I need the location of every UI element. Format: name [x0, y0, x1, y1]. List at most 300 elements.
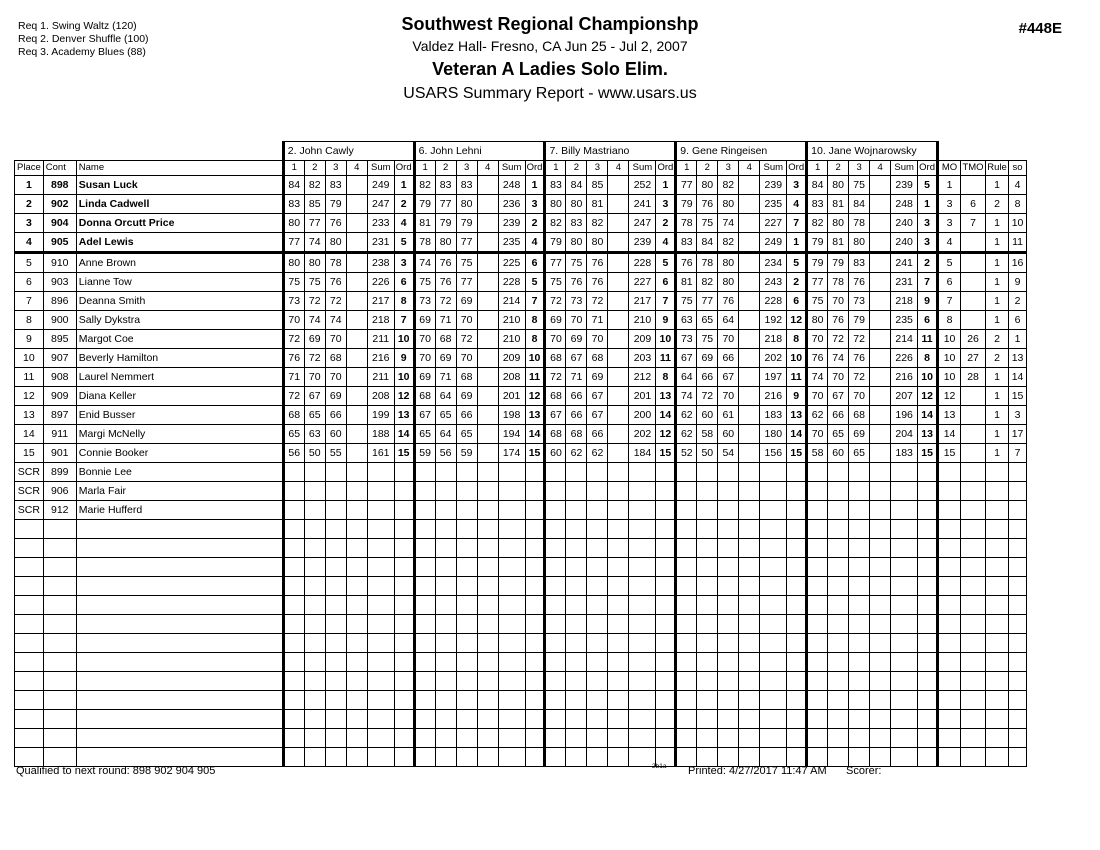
empty-row: [15, 672, 1027, 691]
score-cell: 80: [849, 233, 870, 253]
score-cell: [739, 672, 760, 691]
ord-cell: 9: [394, 349, 414, 368]
score-cell: [477, 539, 498, 558]
result-row: [15, 482, 1027, 501]
score-cell: 60: [828, 444, 849, 463]
header-ord: Ord: [394, 161, 414, 176]
ord-cell: 9: [918, 292, 938, 311]
score-cell: 77: [435, 195, 456, 214]
sum-cell: 228: [498, 273, 525, 292]
place-cell: 4: [15, 233, 44, 253]
score-cell: [849, 729, 870, 748]
score-cell: [545, 615, 566, 634]
place-cell: [15, 653, 44, 672]
sum-cell: [760, 748, 787, 767]
score-cell: [477, 558, 498, 577]
score-cell: 65: [828, 425, 849, 444]
score-cell: [828, 710, 849, 729]
empty-row: [15, 596, 1027, 615]
ord-cell: 13: [656, 387, 676, 406]
header-1: 1: [283, 161, 304, 176]
sum-cell: [367, 501, 394, 520]
score-cell: 80: [545, 195, 566, 214]
score-cell: 50: [304, 444, 325, 463]
score-cell: 70: [325, 330, 346, 349]
place-cell: 13: [15, 406, 44, 425]
score-cell: [414, 539, 435, 558]
cont-cell: 898: [43, 176, 76, 195]
score-cell: 69: [325, 387, 346, 406]
sum-cell: [498, 748, 525, 767]
cont-cell: [43, 558, 76, 577]
name-cell: [76, 672, 283, 691]
sum-cell: 240: [891, 233, 918, 253]
score-cell: 78: [414, 233, 435, 253]
sum-cell: [891, 691, 918, 710]
sum-cell: [629, 615, 656, 634]
sum-cell: [760, 729, 787, 748]
sum-cell: 226: [367, 273, 394, 292]
sum-cell: [760, 577, 787, 596]
score-cell: 60: [697, 406, 718, 425]
ord-cell: [525, 710, 545, 729]
tmo-cell: 26: [961, 330, 986, 349]
score-cell: [608, 596, 629, 615]
score-cell: [739, 710, 760, 729]
mo-cell: 4: [938, 233, 961, 253]
ord-cell: 12: [656, 425, 676, 444]
score-cell: [456, 501, 477, 520]
result-row: [15, 349, 1027, 368]
ord-cell: [787, 710, 807, 729]
sum-cell: [367, 558, 394, 577]
score-cell: [346, 273, 367, 292]
score-cell: 79: [456, 214, 477, 233]
score-cell: [283, 520, 304, 539]
score-cell: 59: [414, 444, 435, 463]
sum-cell: 210: [498, 311, 525, 330]
score-cell: 70: [414, 349, 435, 368]
score-cell: [676, 463, 697, 482]
score-cell: [739, 233, 760, 253]
score-cell: [828, 653, 849, 672]
tmo-cell: [961, 577, 986, 596]
score-cell: [587, 691, 608, 710]
score-cell: [608, 406, 629, 425]
header-4: 4: [477, 161, 498, 176]
ord-cell: [394, 748, 414, 767]
rule-cell: 1: [986, 253, 1009, 273]
sum-cell: 240: [891, 214, 918, 233]
score-cell: [414, 558, 435, 577]
score-cell: 64: [718, 311, 739, 330]
score-cell: [346, 501, 367, 520]
score-cell: [435, 463, 456, 482]
header-2: 2: [304, 161, 325, 176]
ord-cell: 7: [525, 292, 545, 311]
ord-cell: 11: [656, 349, 676, 368]
ord-cell: 5: [918, 176, 938, 195]
score-cell: [456, 710, 477, 729]
score-cell: [545, 748, 566, 767]
score-cell: [718, 501, 739, 520]
score-cell: 70: [304, 368, 325, 387]
score-cell: [304, 482, 325, 501]
score-cell: 71: [587, 311, 608, 330]
score-cell: [346, 482, 367, 501]
ord-cell: [918, 653, 938, 672]
score-cell: 58: [697, 425, 718, 444]
score-cell: [739, 273, 760, 292]
cont-cell: 902: [43, 195, 76, 214]
name-cell: Marla Fair: [76, 482, 283, 501]
score-cell: 71: [283, 368, 304, 387]
score-cell: [739, 729, 760, 748]
score-cell: [346, 195, 367, 214]
score-cell: [545, 710, 566, 729]
score-cell: [849, 596, 870, 615]
mo-cell: [938, 539, 961, 558]
result-row: [15, 195, 1027, 214]
judge-name: 10. Jane Wojnarowsky: [807, 142, 938, 161]
cont-cell: 896: [43, 292, 76, 311]
sum-cell: [367, 710, 394, 729]
score-cell: [739, 748, 760, 767]
score-cell: 76: [676, 253, 697, 273]
score-cell: [414, 729, 435, 748]
score-cell: [587, 558, 608, 577]
tmo-cell: [961, 444, 986, 463]
sum-cell: 208: [367, 387, 394, 406]
cont-cell: 905: [43, 233, 76, 253]
score-cell: 79: [545, 233, 566, 253]
ord-cell: [787, 615, 807, 634]
score-cell: [435, 691, 456, 710]
ord-cell: [394, 520, 414, 539]
spacer-left: [15, 142, 284, 161]
score-cell: [456, 539, 477, 558]
score-cell: [608, 425, 629, 444]
score-cell: [545, 729, 566, 748]
so-cell: [1009, 501, 1027, 520]
rule-cell: 2: [986, 195, 1009, 214]
score-cell: [697, 615, 718, 634]
score-cell: [325, 729, 346, 748]
score-cell: [566, 596, 587, 615]
score-cell: [697, 482, 718, 501]
score-cell: [414, 748, 435, 767]
score-cell: 74: [828, 349, 849, 368]
place-cell: 7: [15, 292, 44, 311]
sum-cell: 231: [367, 233, 394, 253]
ord-cell: [656, 558, 676, 577]
score-cell: [828, 463, 849, 482]
score-cell: [283, 672, 304, 691]
score-cell: [587, 672, 608, 691]
score-cell: [870, 596, 891, 615]
empty-row: [15, 577, 1027, 596]
score-cell: [283, 482, 304, 501]
name-cell: Lianne Tow: [76, 273, 283, 292]
event-title: Veteran A Ladies Solo Elim.: [432, 59, 668, 79]
so-cell: [1009, 482, 1027, 501]
score-cell: 76: [587, 253, 608, 273]
score-cell: [414, 672, 435, 691]
score-cell: [739, 691, 760, 710]
sum-cell: 183: [760, 406, 787, 425]
score-cell: [456, 691, 477, 710]
header-ord: Ord: [525, 161, 545, 176]
sum-cell: [367, 539, 394, 558]
ord-cell: 10: [394, 368, 414, 387]
score-cell: 71: [566, 368, 587, 387]
header-4: 4: [346, 161, 367, 176]
place-cell: 2: [15, 195, 44, 214]
place-cell: SCR: [15, 501, 44, 520]
score-cell: [676, 520, 697, 539]
so-cell: [1009, 748, 1027, 767]
score-cell: 69: [456, 292, 477, 311]
score-cell: [325, 710, 346, 729]
ord-cell: [918, 577, 938, 596]
score-cell: [849, 748, 870, 767]
sum-cell: 227: [629, 273, 656, 292]
name-cell: Beverly Hamilton: [76, 349, 283, 368]
sum-cell: 239: [891, 176, 918, 195]
score-cell: [718, 482, 739, 501]
score-cell: [697, 463, 718, 482]
score-cell: [304, 558, 325, 577]
sum-cell: 217: [367, 292, 394, 311]
rule-cell: [986, 577, 1009, 596]
result-row: [15, 406, 1027, 425]
score-cell: [346, 253, 367, 273]
sum-cell: 233: [367, 214, 394, 233]
sum-cell: [367, 653, 394, 672]
judges-header-row: [15, 142, 1027, 161]
score-cell: 56: [435, 444, 456, 463]
score-cell: 72: [304, 292, 325, 311]
ord-cell: [918, 539, 938, 558]
empty-row: [15, 615, 1027, 634]
ord-cell: 3: [787, 176, 807, 195]
score-cell: 75: [807, 292, 828, 311]
score-cell: [566, 520, 587, 539]
score-cell: [697, 596, 718, 615]
score-cell: 82: [718, 233, 739, 253]
score-cell: [566, 691, 587, 710]
score-cell: [346, 672, 367, 691]
sum-cell: 214: [498, 292, 525, 311]
mo-cell: 10: [938, 330, 961, 349]
ord-cell: 7: [656, 292, 676, 311]
score-cell: [304, 691, 325, 710]
score-cell: 82: [304, 176, 325, 195]
ord-cell: 12: [918, 387, 938, 406]
so-cell: 16: [1009, 253, 1027, 273]
so-cell: 13: [1009, 349, 1027, 368]
score-cell: [697, 558, 718, 577]
score-cell: 79: [807, 233, 828, 253]
score-cell: 84: [566, 176, 587, 195]
sum-cell: 201: [498, 387, 525, 406]
mo-cell: [938, 653, 961, 672]
so-cell: 17: [1009, 425, 1027, 444]
so-cell: [1009, 615, 1027, 634]
score-cell: 81: [676, 273, 697, 292]
sum-cell: [367, 634, 394, 653]
score-cell: [718, 634, 739, 653]
cont-cell: 903: [43, 273, 76, 292]
score-cell: 71: [435, 311, 456, 330]
sum-cell: 236: [498, 195, 525, 214]
cont-cell: 899: [43, 463, 76, 482]
rule-cell: 1: [986, 425, 1009, 444]
score-cell: [304, 577, 325, 596]
score-cell: [849, 482, 870, 501]
score-cell: 69: [414, 368, 435, 387]
ord-cell: 5: [787, 253, 807, 273]
ord-cell: [525, 482, 545, 501]
req-line-3: Req 3. Academy Blues (88): [18, 46, 146, 58]
mo-cell: 5: [938, 253, 961, 273]
score-cell: [870, 615, 891, 634]
rule-cell: [986, 596, 1009, 615]
score-cell: [304, 463, 325, 482]
score-cell: [870, 520, 891, 539]
ord-cell: 6: [525, 253, 545, 273]
score-cell: 66: [828, 406, 849, 425]
ord-cell: [656, 463, 676, 482]
ord-cell: [394, 463, 414, 482]
score-cell: 74: [304, 311, 325, 330]
score-cell: [870, 387, 891, 406]
printed-timestamp: Printed: 4/27/2017 11:47 AM: [688, 765, 827, 777]
ord-cell: [787, 501, 807, 520]
score-cell: [608, 273, 629, 292]
score-cell: 76: [325, 214, 346, 233]
score-cell: [456, 729, 477, 748]
name-cell: Margi McNelly: [76, 425, 283, 444]
ord-cell: [656, 501, 676, 520]
judge-name: 9. Gene Ringeisen: [676, 142, 807, 161]
score-cell: [828, 482, 849, 501]
sum-cell: [760, 463, 787, 482]
ord-cell: 2: [656, 214, 676, 233]
score-cell: 76: [807, 349, 828, 368]
score-cell: [545, 520, 566, 539]
header-1: 1: [545, 161, 566, 176]
tmo-cell: [961, 501, 986, 520]
score-cell: [828, 596, 849, 615]
so-cell: [1009, 558, 1027, 577]
ord-cell: [394, 691, 414, 710]
score-cell: [456, 748, 477, 767]
score-cell: [870, 634, 891, 653]
score-cell: [346, 634, 367, 653]
cont-cell: [43, 615, 76, 634]
sum-cell: [629, 729, 656, 748]
score-cell: [718, 615, 739, 634]
score-cell: 76: [587, 273, 608, 292]
so-cell: 10: [1009, 214, 1027, 233]
score-cell: [545, 653, 566, 672]
score-cell: [807, 520, 828, 539]
score-cell: 84: [283, 176, 304, 195]
score-cell: [608, 710, 629, 729]
score-cell: [718, 596, 739, 615]
ord-cell: [394, 634, 414, 653]
sum-cell: 216: [367, 349, 394, 368]
name-cell: [76, 615, 283, 634]
mo-cell: [938, 691, 961, 710]
score-cell: 54: [718, 444, 739, 463]
score-cell: 82: [545, 214, 566, 233]
score-cell: [608, 368, 629, 387]
score-cell: [849, 463, 870, 482]
score-cell: 66: [456, 406, 477, 425]
sum-cell: 238: [367, 253, 394, 273]
ord-cell: [787, 672, 807, 691]
score-cell: [477, 634, 498, 653]
score-cell: [608, 214, 629, 233]
sum-cell: 202: [760, 349, 787, 368]
score-cell: 68: [325, 349, 346, 368]
place-cell: [15, 672, 44, 691]
score-cell: [739, 311, 760, 330]
score-cell: [346, 729, 367, 748]
ord-cell: 4: [656, 233, 676, 253]
score-cell: [676, 539, 697, 558]
sum-cell: 218: [760, 330, 787, 349]
ord-cell: [787, 577, 807, 596]
ord-cell: [525, 634, 545, 653]
tmo-cell: 27: [961, 349, 986, 368]
score-cell: 68: [587, 349, 608, 368]
score-cell: 50: [697, 444, 718, 463]
ord-cell: [656, 615, 676, 634]
score-cell: [870, 425, 891, 444]
name-cell: [76, 596, 283, 615]
score-cell: [456, 596, 477, 615]
ord-cell: 11: [918, 330, 938, 349]
sum-cell: [498, 539, 525, 558]
score-cell: [870, 406, 891, 425]
mo-cell: [938, 520, 961, 539]
score-cell: [870, 539, 891, 558]
score-cell: [608, 748, 629, 767]
score-cell: [870, 482, 891, 501]
score-cell: [283, 634, 304, 653]
score-cell: 73: [283, 292, 304, 311]
result-row: [15, 233, 1027, 253]
score-cell: [435, 596, 456, 615]
place-cell: 11: [15, 368, 44, 387]
score-cell: 83: [566, 214, 587, 233]
ord-cell: 14: [656, 406, 676, 425]
score-cell: [545, 558, 566, 577]
score-cell: [304, 539, 325, 558]
score-cell: 78: [849, 214, 870, 233]
score-cell: [676, 501, 697, 520]
sum-cell: 161: [367, 444, 394, 463]
score-cell: [435, 577, 456, 596]
mo-cell: [938, 634, 961, 653]
ord-cell: [525, 672, 545, 691]
score-cell: [545, 463, 566, 482]
ord-cell: [394, 729, 414, 748]
tmo-cell: [961, 710, 986, 729]
